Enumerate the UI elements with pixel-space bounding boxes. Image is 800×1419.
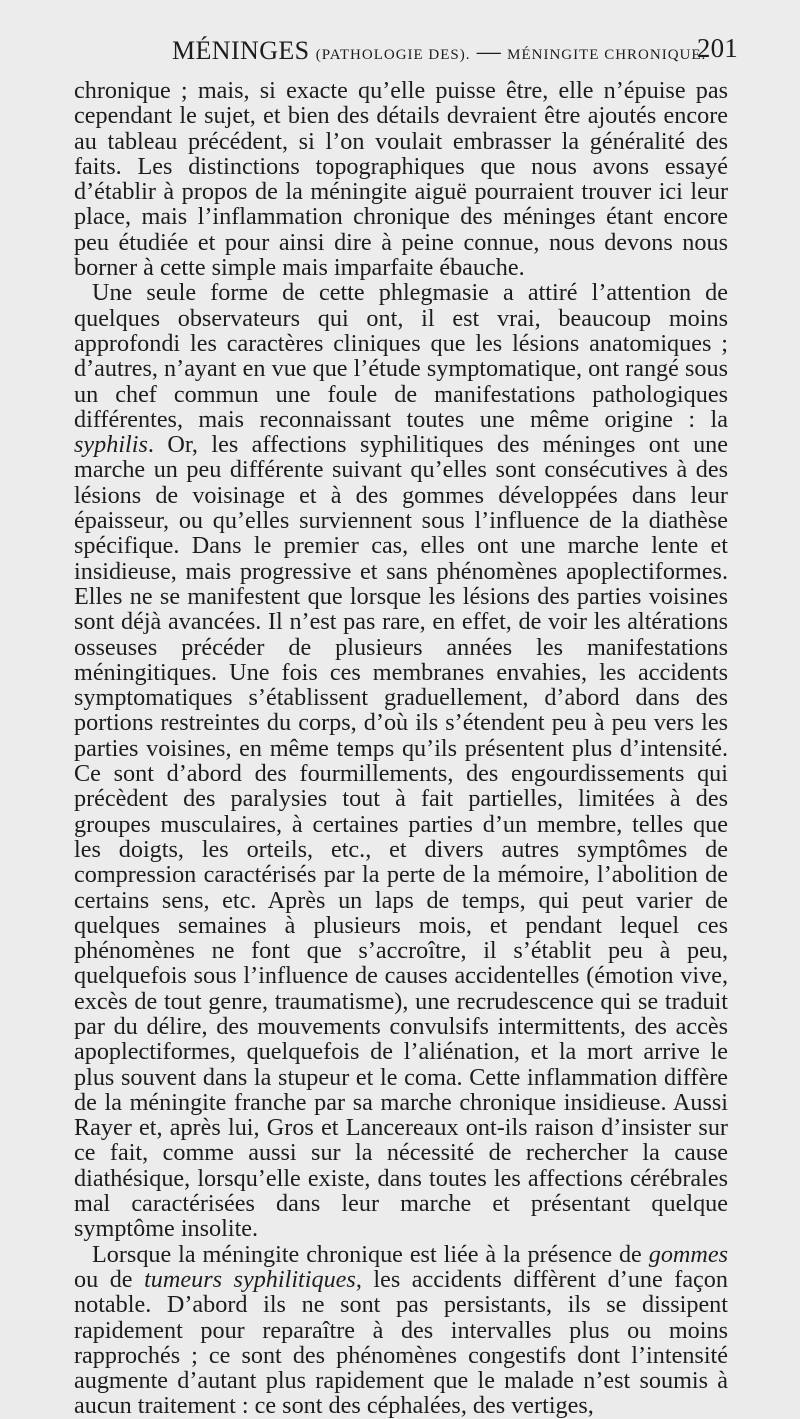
- running-title-paren: (PATHOLOGIE DES).: [315, 47, 471, 63]
- paragraph-3: [74, 1242, 728, 1419]
- paragraph-2-text-b: . Or, les affections syphilitiques des méninges ont une marche un peu différente suivant qu’elles sont consécutives à des lésions de voisinage et à des gommes développées dans leur épaisseur, ou qu’elles surviennent sous l’influence de la diathèse spécifique. Dans le premier cas, elles ont une marche lente et insidieuse, mais progressive et sans phénomènes apoplectiformes. Elles ne se manifestent que lorsque les lésions des parties voisines sont déjà avancées. Il n’est pas rare, en effet, de voir les altérations osseuses précéder de plusieurs années les manifestations méningitiques. Une fois ces membranes envahies, les accidents symptomatiques s’établissent graduellement, d’abord dans des portions restreintes du corps, d’où ils s’étendent peu à peu vers les parties voisines, en même temps qu’ils présentent plus d’intensité. Ce sont d’abord des fourmillements, des engourdissements qui précèdent des paralysies tout à fait partielles, limitées à des groupes musculaires, à certaines parties d’un membre, telles que les doigts, les orteils, etc., et divers autres symptômes de compression caractérisés par la perte de la mémoire, l’abolition de certains sens, etc. Après un laps de temps, qui peut varier de quelques semaines à plusieurs mois, et pendant lequel ces phénomènes ne font que s’accroître, il s’établit peu à peu, quelquefois sous l’influence de causes accidentelles (émotion vive, excès de tout genre, traumatisme), une recrudescence qui se traduit par du délire, des mouvements convulsifs intermittents, des accès apoplectiformes, quelquefois de l’aliénation, et la mort arrive le plus souvent dans la stupeur et le coma. Cette inflammation diffère de la méningite franche par sa marche chronique insidieuse. Aussi Rayer et, après lui, Gros et Lancereaux ont-ils raison d’insister sur ce fait, comme aussi sur la nécessité de rechercher la cause diathésique, lorsqu’elle existe, dans toutes les affections cérébrales mal caractérisées dans leur marche et présentant quelque symptôme insolite.: [74, 431, 728, 1243]
- paragraph-3-text-b: ou de: [74, 1265, 145, 1293]
- running-title-dash: —: [476, 39, 501, 65]
- page-number: 201: [696, 33, 738, 63]
- page-header: [172, 33, 738, 74]
- paragraph-3-italic-2: tumeurs syphilitiques: [144, 1265, 356, 1293]
- paragraph-3-text-a: Lorsque la méningite chronique est liée à la présence de: [92, 1240, 649, 1268]
- running-title-main: MÉNINGES: [172, 36, 310, 65]
- paragraph-3-italic-1: gommes: [648, 1240, 728, 1268]
- paragraph-3-text-c: , les accidents diffèrent d’une façon notable. D’abord ils ne sont pas persistants, ils se dissipent rapidement pour reparaître à des intervalles plus ou moins rapprochés ; ce sont des phénomènes congestifs dont l’intensité augmente d’autant plus rapidement que le malade n’est soumis à aucun traitement : ce sont des céphalées, des vertiges,: [74, 1265, 728, 1419]
- running-title-sub: MÉNINGITE CHRONIQUE.: [507, 47, 707, 63]
- paragraph-2: [74, 280, 728, 1241]
- paragraph-2-text-a: Une seule forme de cette phlegmasie a attiré l’attention de quelques observateurs qui ont, il est vrai, beaucoup moins approfondi les caractères cliniques que les lésions anatomiques ; d’autres, n’ayant en vue que l’étude symptomatique, ont rangé sous un chef commun une foule de manifestations pathologiques différentes, mais reconnaissant toutes une même origine : la: [74, 279, 728, 433]
- paragraph-2-italic: syphilis: [74, 431, 148, 459]
- running-title: [172, 36, 706, 66]
- body-text: [74, 78, 728, 1419]
- paragraph-1: chronique ; mais, si exacte qu’elle puisse être, elle n’épuise pas cependant le sujet, et bien des détails devraient être ajoutés encore au tableau précédent, si l’on voulait embrasser la généralité des faits. Les distinctions topographiques que nous avons essayé d’établir à propos de la méningite aiguë pourraient trouver ici leur place, mais l’inflammation chronique des méninges étant encore peu étudiée et pour ainsi dire à peine connue, nous devons nous borner à cette simple mais imparfaite ébauche.: [74, 77, 728, 282]
